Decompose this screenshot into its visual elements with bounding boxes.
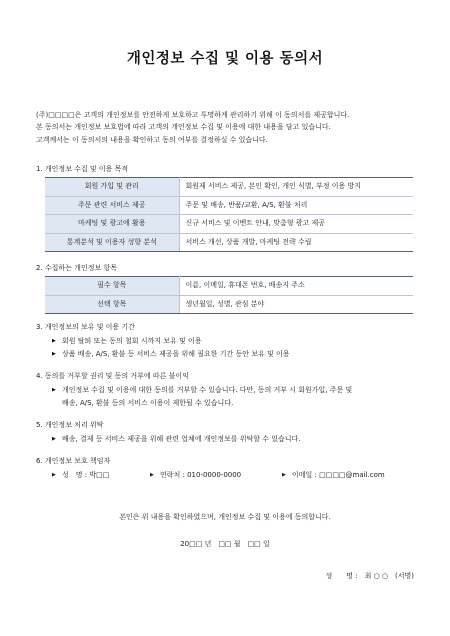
table-key-cell: 선택 항목 <box>45 295 179 314</box>
intro-paragraph <box>36 111 416 148</box>
signature-field: 성 명 : 최 ○ ○ (서명) <box>325 572 414 580</box>
date-field: 20□□ 년 □□ 월 □□ 일 <box>180 540 270 548</box>
agreement-statement: 본인은 위 내용을 확인하였으며, 개인정보 수집 및 이용에 동의합니다. <box>119 513 331 521</box>
table-row <box>45 277 413 296</box>
table-row <box>45 295 413 314</box>
table-key-cell: 주문 관련 서비스 제공 <box>45 196 179 215</box>
items-table <box>45 276 413 314</box>
table-value-cell: 주문 및 배송, 반품/교환, A/S, 환불 처리 <box>179 196 413 215</box>
intro-line: 본 동의서는 개인정보 보호법에 따라 고객의 개인정보 수집 및 이용에 대한 내용을 담고 있습니다. <box>36 123 331 132</box>
table-value-cell: 이름, 이메일, 휴대폰 번호, 배송지 주소 <box>179 277 413 296</box>
intro-line: (주)□□□□은 고객의 개인정보를 안전하게 보호하고 투명하게 관리하기 위해 이 동의서를 제공합니다. <box>36 111 350 119</box>
section-3-title: 3. 개인정보의 보유 및 이용 기간 <box>36 323 135 331</box>
table-key-cell: 필수 항목 <box>45 277 179 296</box>
table-row <box>45 233 413 252</box>
retention-list <box>52 337 422 363</box>
table-value-cell: 신규 서비스 및 이벤트 안내, 맞춤형 광고 제공 <box>179 215 413 234</box>
section-6-title: 6. 개인정보 보호 책임자 <box>36 457 111 465</box>
officer-name: ▶ 성 명 : 박□□ <box>52 471 109 480</box>
table-value-cell: 생년월일, 성별, 관심 분야 <box>179 295 413 314</box>
table-key-cell: 통계분석 및 이용자 성향 분석 <box>45 233 179 252</box>
list-item: ▶ 회원 탈퇴 또는 동의 철회 시까지 보유 및 이용 <box>52 337 422 346</box>
officer-phone: ▶ 연락처 : 010-0000-0000 <box>150 471 241 480</box>
section-2-title: 2. 수집하는 개인정보 항목 <box>36 264 117 272</box>
table-row <box>45 178 413 197</box>
section-4-title: 4. 동의를 거부할 권리 및 동의 거부에 따른 불이익 <box>36 372 189 380</box>
list-item: ▶ 배송, 결제 등 서비스 제공을 위해 관련 업체에 개인정보를 위탁할 수 있습니다. <box>52 435 422 444</box>
section-1-title: 1. 개인정보 수집 및 이용 목적 <box>36 165 129 173</box>
table-row <box>45 215 413 234</box>
section-5-title: 5. 개인정보 처리 위탁 <box>36 421 104 429</box>
outsourcing-list <box>52 435 422 448</box>
list-item <box>52 386 422 408</box>
intro-line: 고객께서는 이 동의서의 내용을 확인하고 동의 여부를 결정하실 수 있습니다. <box>36 135 268 144</box>
table-value-cell: 서비스 개선, 상품 개발, 마케팅 전략 수립 <box>179 233 413 252</box>
list-item-line: 배송, A/S, 환불 등의 서비스 이용이 제한될 수 있습니다. <box>62 398 234 407</box>
refusal-list <box>52 386 422 412</box>
officer-email: ▶ 이메일 : □□□□@mail.com <box>282 471 385 480</box>
list-item: ▶ 상품 배송, A/S, 환불 등 서비스 제공을 위해 필요한 기간 동안 보유 및 이용 <box>52 350 422 359</box>
purpose-table <box>45 177 413 252</box>
table-value-cell: 회원제 서비스 제공, 본인 확인, 개인 식별, 부정 이용 방지 <box>179 178 413 197</box>
list-item-line: 개인정보 수집 및 이용에 대한 동의를 거부할 수 있습니다. 다만, 동의 거부 시 회원가입, 주문 및 <box>62 386 353 394</box>
table-key-cell: 마케팅 및 광고에 활용 <box>45 215 179 234</box>
table-row <box>45 196 413 215</box>
page-title: 개인정보 수집 및 이용 동의서 <box>126 51 324 67</box>
table-key-cell: 회원 가입 및 관리 <box>45 178 179 197</box>
